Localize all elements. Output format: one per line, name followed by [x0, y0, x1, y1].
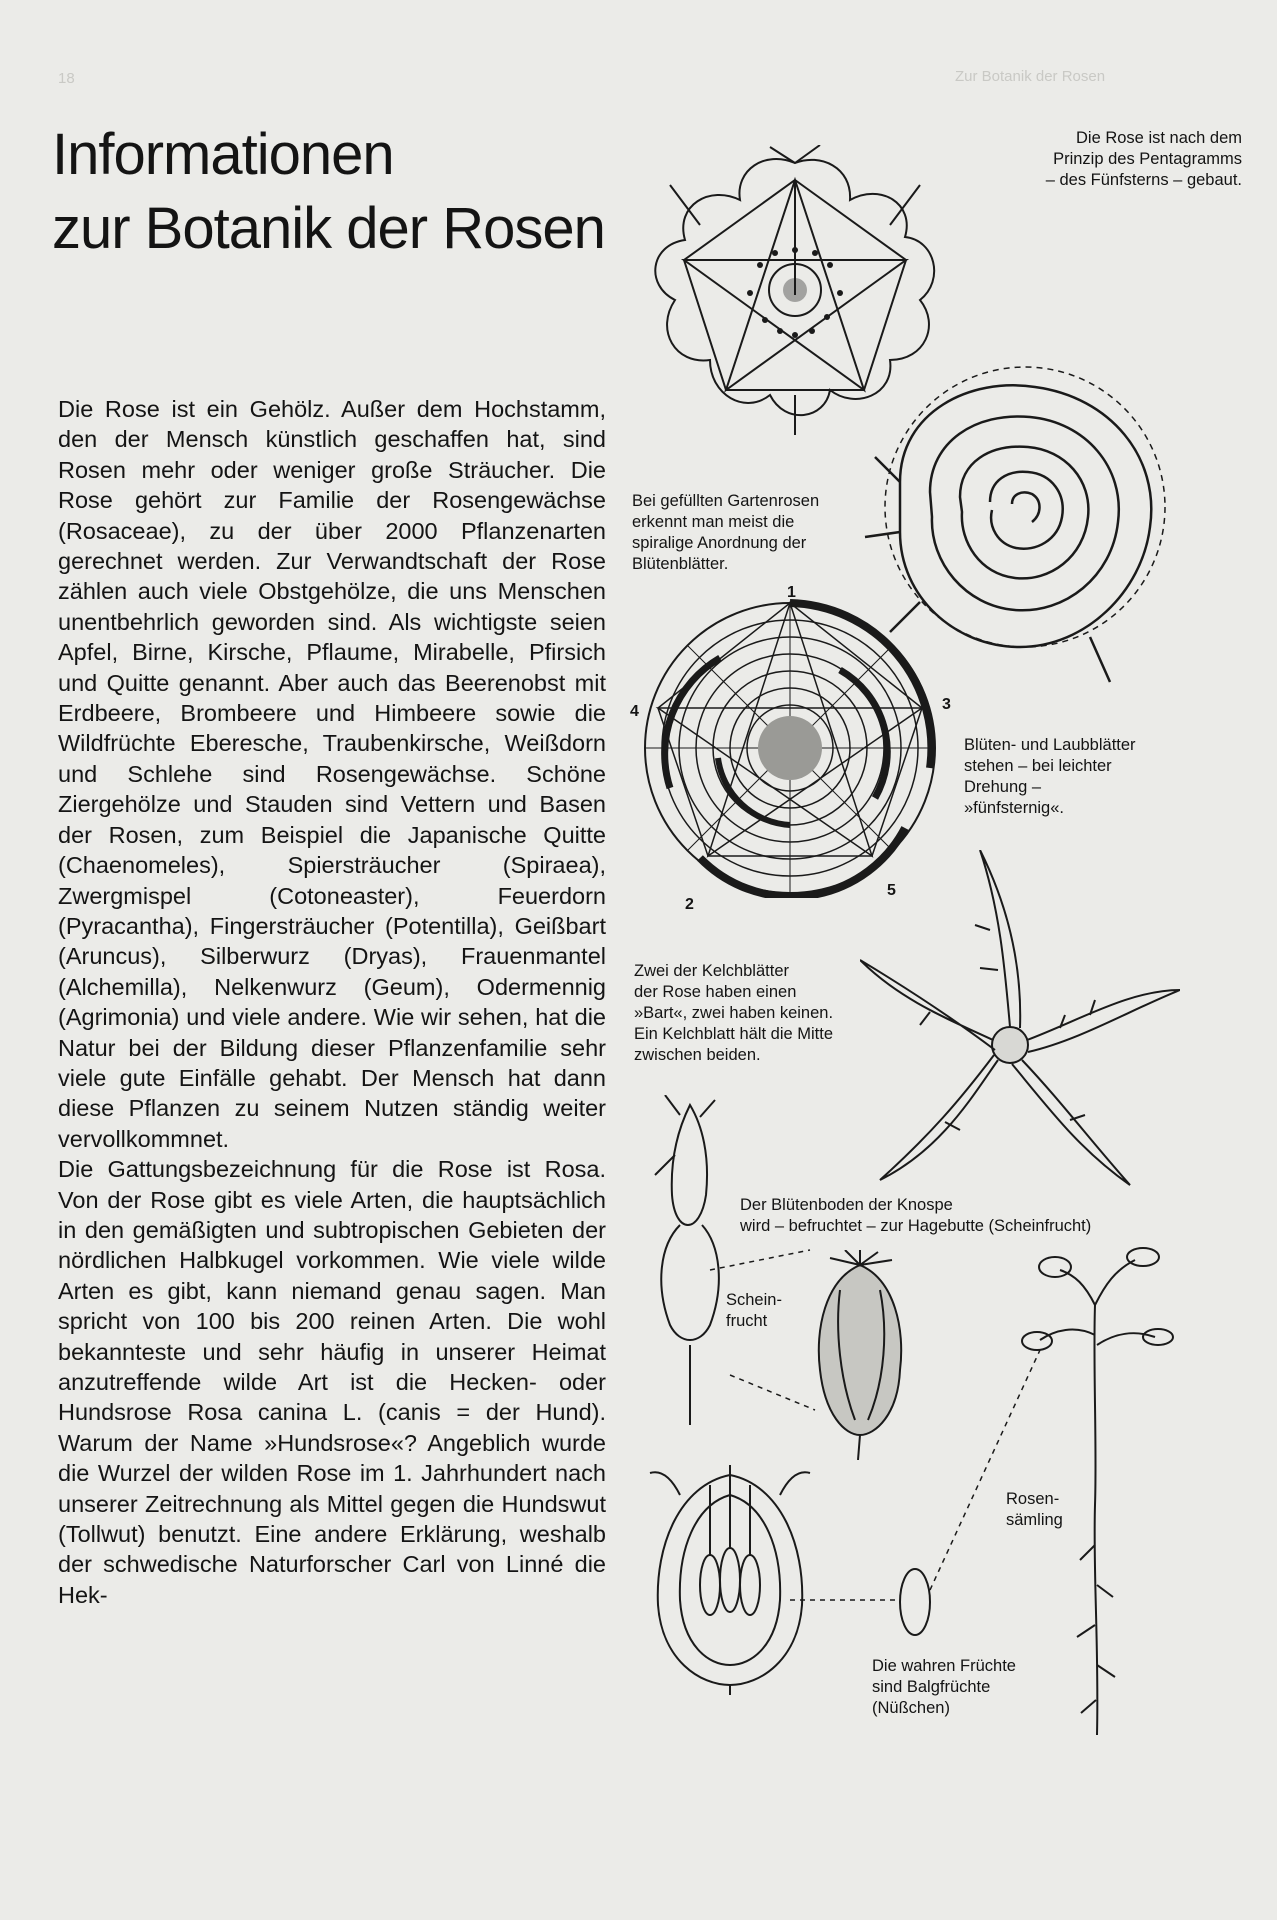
- caption-line: sämling: [1006, 1511, 1063, 1529]
- diagram-number-2: 2: [685, 896, 694, 913]
- ghost-running-head: Zur Botanik der Rosen: [955, 68, 1106, 85]
- caption-line: Blüten- und Laubblätter: [964, 736, 1136, 754]
- hip-cross-section-illustration: [640, 1455, 820, 1695]
- paragraph-1: Die Rose ist ein Gehölz. Außer dem Hochstamm, den der Mensch künstlich geschaffen hat, sind Rosen mehr oder weniger große Sträucher. Die Rose gehört zur Familie der Rosengewächse (Rosaceae), zu der über 2000 Pflanzenarten gerechnet werden. Zur Verwandtschaft der Rose zählen auch viele Obstgehölze, die uns Menschen unentbehrlich geworden sind. Als wichtigste seien Apfel, Birne, Kirsche, Pflaume, Mirabelle, Pfirsich und Quitte genannt. Aber auch das Beerenobst mit Erdbeere, Brombeere und Himbeere sowie die Wildfrüchte Eberesche, Traubenkirsche, Weißdorn und Schlehe sind Rosengewächse. Schöne Ziergehölze und Stauden sind Vettern und Basen der Rosen, zum Beispiel die Japanische Quitte (Chaenomeles), Spiersträucher (Spiraea), Zwergmispel (Cotoneaster), Feuerdorn (Pyracantha), Fingersträucher (Potentilla), Geißbart (Aruncus), Silberwurz (Dryas), Frauenmantel (Alchemilla), Nelkenwurz (Geum), Odermennig (Agrimonia) und viele andere. Wie wir sehen, hat die Natur bei der Bildung dieser Pflanzenfamilie sehr viele gute Einfälle gehabt. Der Mensch hat dann diese Pflanzen zu seinem Nutzen ständig weiter vervollkommnet.: [58, 396, 606, 1152]
- caption-line: (Nüßchen): [872, 1699, 950, 1717]
- caption-spiral-petals: [632, 491, 872, 575]
- diagram-number-3: 3: [942, 696, 951, 713]
- ghost-page-number: 18: [58, 70, 75, 87]
- caption-line: stehen – bei leichter: [964, 757, 1112, 775]
- caption-line: – des Fünfsterns – gebaut.: [1045, 171, 1242, 189]
- sepals-illustration: [860, 850, 1180, 1195]
- achene-illustration: [895, 1565, 935, 1640]
- diagram-number-1: 1: [787, 584, 796, 601]
- caption-line: »Bart«, zwei haben keinen.: [634, 1004, 834, 1022]
- article-body: [58, 394, 606, 1610]
- caption-line: Prinzip des Pentagramms: [1053, 150, 1242, 168]
- page-title: [52, 118, 652, 266]
- caption-line: Rosen-: [1006, 1490, 1060, 1508]
- caption-line: Zwei der Kelchblätter: [634, 962, 789, 980]
- title-line-2: zur Botanik der Rosen: [52, 196, 605, 261]
- caption-line: zwischen beiden.: [634, 1046, 761, 1064]
- paragraph-2: Die Gattungsbezeichnung für die Rose ist Rosa. Von der Rose gibt es viele Arten, die hauptsächlich in den gemäßigten und subtropischen Gebieten der nördlichen Halbkugel vorkommen. Wie viele wilde Arten es gibt, kann niemand genau sagen. Man spricht von 100 bis 200 reinen Arten. Die wohl bekannteste und sehr häufig in unserer Heimat anzutreffende wilde Art ist die Hecken- oder Hundsrose Rosa canina L. (canis = der Hund). Warum der Name »Hundsrose«? Angeblich wurde die Wurzel der wilden Rose im 1. Jahrhundert nach unserer Zeitrechnung als Mittel gegen die Hundswut (Tollwut) benutzt. Eine andere Erklärung, weshalb der schwedische Naturforscher Carl von Linné die Hek-: [58, 1156, 606, 1608]
- diagram-number-4: 4: [630, 703, 639, 720]
- caption-line: Die wahren Früchte: [872, 1657, 1016, 1675]
- title-line-1: Informationen: [52, 122, 394, 187]
- caption-line: spiralige Anordnung der: [632, 534, 807, 552]
- caption-pentagram: [942, 128, 1242, 191]
- caption-line: Ein Kelchblatt hält die Mitte: [634, 1025, 834, 1043]
- caption-line: wird – befruchtet – zur Hagebutte (Scheinfrucht): [740, 1217, 1092, 1235]
- caption-line: Bei gefüllten Gartenrosen: [632, 492, 820, 510]
- caption-line: Blütenblätter.: [632, 555, 729, 573]
- caption-five-star-leaves: [964, 735, 1174, 819]
- caption-line: Die Rose ist nach dem: [1076, 129, 1242, 147]
- caption-line: erkennt man meist die: [632, 513, 795, 531]
- caption-line: Drehung –: [964, 778, 1042, 796]
- caption-line: Der Blütenboden der Knospe: [740, 1196, 953, 1214]
- caption-line: »fünfsternig«.: [964, 799, 1064, 817]
- caption-line: frucht: [726, 1312, 768, 1330]
- caption-line: der Rose haben einen: [634, 983, 797, 1001]
- caption-line: Schein-: [726, 1291, 782, 1309]
- caption-seedling: [1006, 1489, 1106, 1531]
- diagram-number-5: 5: [887, 882, 896, 899]
- caption-line: sind Balgfrüchte: [872, 1678, 991, 1696]
- caption-sepals: [634, 961, 884, 1066]
- caption-receptacle: [740, 1195, 1220, 1237]
